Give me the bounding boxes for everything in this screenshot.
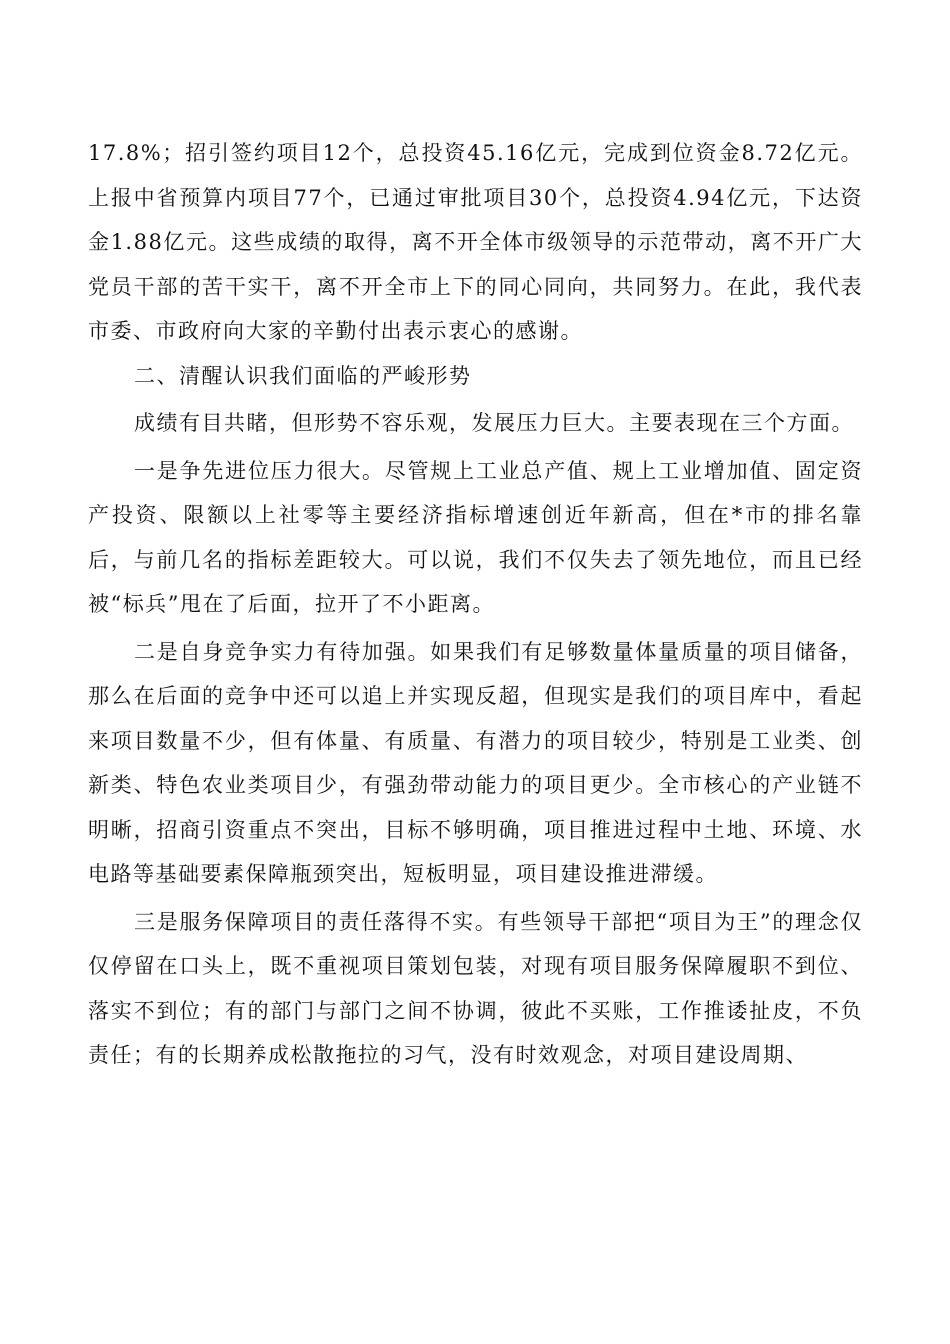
paragraph-overview: 成绩有目共睹，但形势不容乐观，发展压力巨大。主要表现在三个方面。 [134, 411, 854, 435]
paragraph-achievements: 17.8%；招引签约项目12个，总投资45.16亿元，完成到位资金8.72亿元。上报中省预算内项目77个，已通过审批项目30个，总投资4.94亿元，下达资金1.88亿元。这些成绩的取得，离不开全体市级领导的示范带动，离不开广大党员干部的苦干实干，离不开全市上下的同心同向，共同努力。在此，我代表市委、市政府向大家的辛勤付出表示衷心的感谢。 [88, 141, 863, 343]
document-page [88, 131, 863, 1078]
paragraph-point-two: 二是自身竞争实力有待加强。如果我们有足够数量体量质量的项目储备，那么在后面的竞争中还可以追上并实现反超，但现实是我们的项目库中，看起来项目数量不少，但有体量、有质量、有潜力的项目较少，特别是工业类、创新类、特色农业类项目少，有强劲带动能力的项目更少。全市核心的产业链不明晰，招商引资重点不突出，目标不够明确，项目推进过程中土地、环境、水电路等基础要素保障瓶颈突出，短板明显，项目建设推进滞缓。 [88, 639, 863, 886]
section-heading-situation: 二、清醒认识我们面临的严峻形势 [134, 363, 472, 388]
paragraph-point-one: 一是争先进位压力很大。尽管规上工业总产值、规上工业增加值、固定资产投资、限额以上社零等主要经济指标增速创近年新高，但在*市的排名靠后，与前几名的指标差距较大。可以说，我们不仅失去了领先地位，而且已经被“标兵”甩在了后面，拉开了不小距离。 [88, 458, 863, 616]
paragraph-point-three: 三是服务保障项目的责任落得不实。有些领导干部把“项目为王”的理念仅仅停留在口头上，既不重视项目策划包装，对现有项目服务保障履职不到位、落实不到位；有的部门与部门之间不协调，彼此不买账，工作推诿扯皮，不负责任；有的长期养成松散拖拉的习气，没有时效观念，对项目建设周期、 [88, 909, 863, 1067]
